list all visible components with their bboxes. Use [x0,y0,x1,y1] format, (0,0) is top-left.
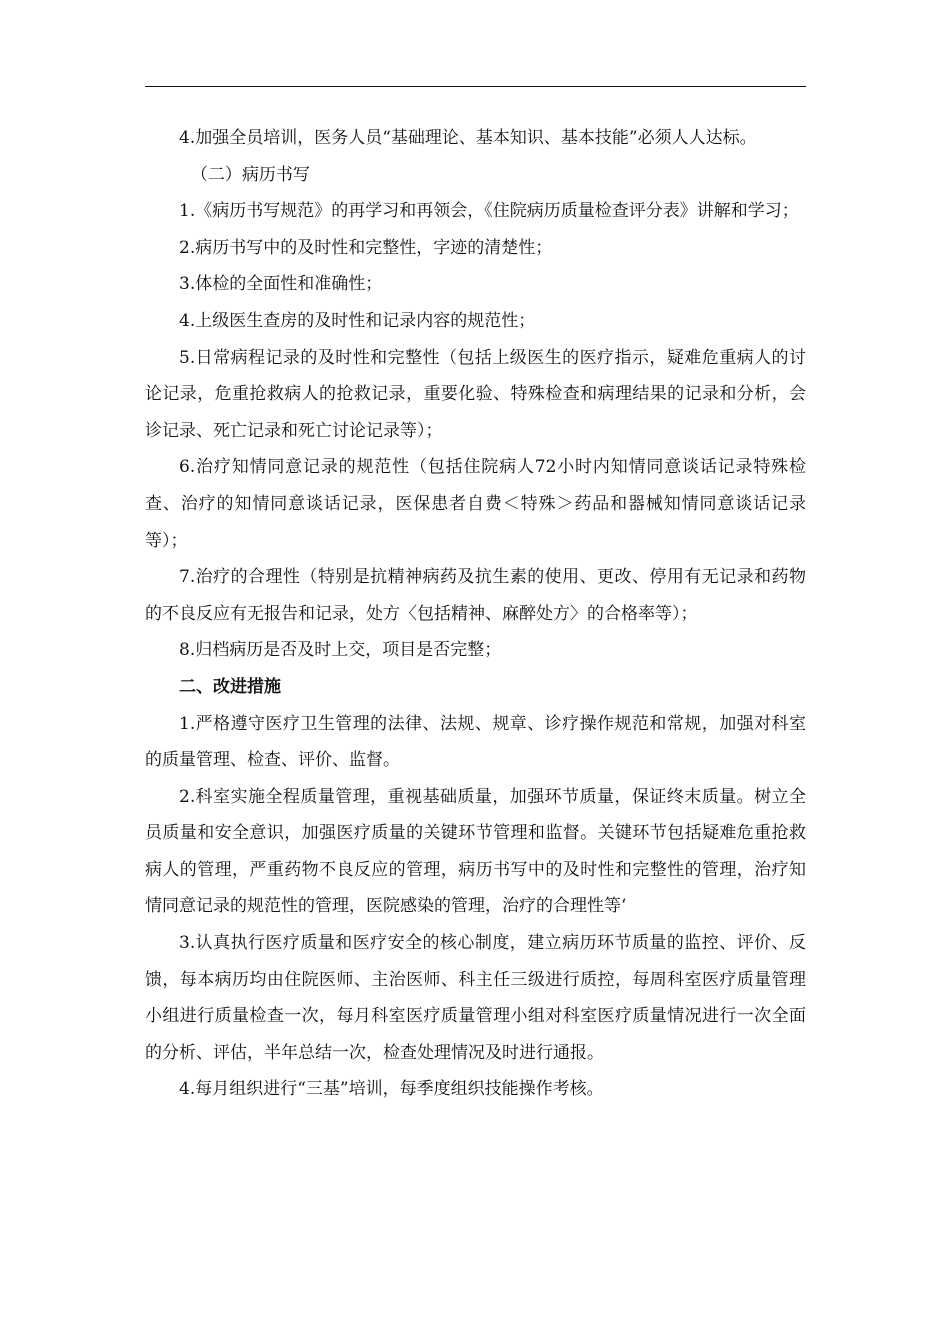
improvement-2: 2.科室实施全程质量管理，重视基础质量，加强环节质量，保证终末质量。树立全员质量和安全意识，加强医疗质量的关键环节管理和监督。关键环节包括疑难危重抢救病人的管理，严重药物不良反应的管理，病历书写中的及时性和完整性的管理，治疗知情同意记录的规范性的管理，医院感染的管理，治疗的合理性等‘ [145,786,806,917]
paragraph-1: 1.《病历书写规范》的再学习和再领会，《住院病历质量检查评分表》讲解和学习； [179,201,799,222]
paragraph-4: 4.上级医生查房的及时性和记录内容的规范性； [179,310,536,331]
subheading-medical-records: （二）病历书写 [190,164,310,185]
paragraph-training: 4.加强全员培训，医务人员“基础理论、基本知识、基本技能”必须人人达标。 [179,128,757,148]
paragraph-6: 6.治疗知情同意记录的规范性（包括住院病人72小时内知情同意谈话记录特殊检查、治疗的知情同意谈话记录，医保患者自费＜特殊＞药品和器械知情同意谈话记录等）； [145,457,806,551]
improvement-4: 4.每月组织进行“三基”培训，每季度组织技能操作考核。 [179,1079,604,1100]
section-heading-improvements: 二、改进措施 [179,676,281,697]
paragraph-7: 7.治疗的合理性（特别是抗精神病药及抗生素的使用、更改、停用有无记录和药物的不良反应有无报告和记录，处方〈包括精神、麻醉处方〉的合格率等）； [145,567,806,624]
paragraph-8: 8.归档病历是否及时上交，项目是否完整； [179,640,502,661]
header-rule [145,86,806,87]
improvement-3: 3.认真执行医疗质量和医疗安全的核心制度，建立病历环节质量的监控、评价、反馈，每本病历均由住院医师、主治医师、科主任三级进行质控，每周科室医疗质量管理小组进行质量检查一次，每月科室医疗质量管理小组对科室医疗质量情况进行一次全面的分析、评估，半年总结一次，检查处理情况及时进行通报。 [145,933,806,1063]
improvement-1: 1.严格遵守医疗卫生管理的法律、法规、规章、诊疗操作规范和常规，加强对科室的质量管理、检查、评价、监督。 [145,713,806,771]
document-body [145,120,806,1108]
paragraph-5: 5.日常病程记录的及时性和完整性（包括上级医生的医疗指示，疑难危重病人的讨论记录，危重抢救病人的抢救记录，重要化验、特殊检查和病理结果的记录和分析，会诊记录、死亡记录和死亡讨论记录等）； [145,347,806,441]
paragraph-3: 3.体检的全面性和准确性； [179,274,383,295]
paragraph-2: 2.病历书写中的及时性和完整性，字迹的清楚性； [179,237,553,258]
